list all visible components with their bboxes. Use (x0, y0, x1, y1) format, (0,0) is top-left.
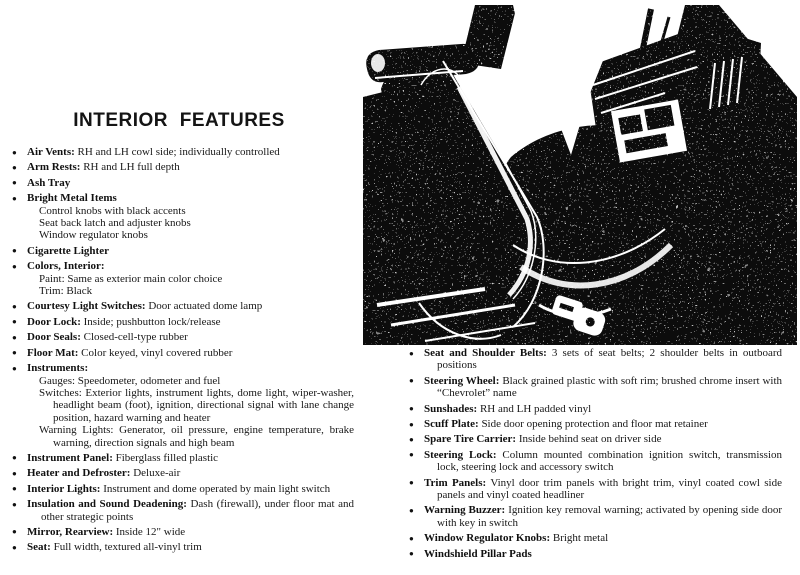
feature-item (404, 347, 782, 372)
feature-desc: Inside behind seat on driver side (518, 433, 662, 446)
page-title: INTERIOR FEATURES (73, 110, 285, 131)
feature-sub-line: Switches: Exterior lights, instrument lights, dome light, wiper-washer, headlight beam (foot), ignition, directional signal with lane change position, hazard warning and heater (39, 386, 354, 424)
feature-term: Bright Metal Items (27, 192, 117, 205)
features-column-right (404, 347, 782, 563)
feature-desc: RH and LH cowl side; individually controlled (77, 146, 280, 158)
feature-item (2, 347, 354, 359)
feature-item (2, 260, 354, 297)
bullet-icon: ● (12, 499, 17, 509)
feature-item (404, 449, 782, 474)
feature-desc: Full width, textured all-vinyl trim (53, 541, 202, 554)
bullet-icon: ● (409, 348, 414, 358)
feature-term: Window Regulator Knobs: (424, 532, 551, 545)
feature-item (2, 526, 354, 538)
bullet-icon: ● (12, 178, 17, 188)
bullet-icon: ● (409, 533, 414, 543)
feature-term: Heater and Defroster: (27, 467, 131, 480)
feature-sub-line: Paint: Same as exterior main color choice (39, 272, 223, 285)
feature-desc: Dash (firewall), under floor mat and other strategic points (41, 498, 354, 523)
bullet-icon: ● (12, 527, 17, 537)
bullet-icon: ● (12, 317, 17, 327)
bullet-icon: ● (409, 505, 414, 515)
feature-item (2, 146, 354, 158)
feature-item (2, 498, 354, 523)
feature-term: Arm Rests: (27, 161, 81, 174)
bullet-icon: ● (12, 301, 17, 311)
feature-item (2, 316, 354, 328)
feature-sub-line: Control knobs with black accents (39, 204, 186, 217)
feature-term: Mirror, Rearview: (27, 525, 114, 538)
feature-term: Seat: (27, 541, 51, 554)
feature-term: Seat and Shoulder Belts: (424, 347, 547, 359)
feature-sub-line: Trim: Black (39, 285, 93, 298)
feature-item (404, 477, 782, 502)
feature-term: Scuff Plate: (424, 418, 479, 431)
feature-sub-line: Gauges: Speedometer, odometer and fuel (39, 374, 221, 387)
feature-term: Ash Tray (27, 176, 71, 189)
feature-term: Door Lock: (27, 315, 81, 328)
feature-term: Instrument Panel: (27, 451, 113, 464)
feature-desc: Color keyed, vinyl covered rubber (81, 346, 233, 359)
feature-item (2, 177, 354, 189)
feature-term: Trim Panels: (424, 476, 487, 489)
feature-item (2, 161, 354, 173)
feature-sub-line: Seat back latch and adjuster knobs (39, 217, 191, 230)
feature-term: Courtesy Light Switches: (27, 300, 146, 313)
feature-term: Colors, Interior: (27, 260, 105, 273)
feature-term: Interior Lights: (27, 482, 101, 495)
feature-desc: 3 sets of seat belts; 2 shoulder belts in outboard positions (437, 347, 783, 372)
noise-texture-door (663, 65, 797, 225)
bullet-icon: ● (409, 478, 414, 488)
feature-item (2, 331, 354, 343)
feature-term: Windshield Pillar Pads (424, 547, 532, 560)
feature-term: Insulation and Sound Deadening: (27, 498, 187, 511)
feature-desc: Closed-cell-type rubber (83, 331, 188, 344)
feature-item (404, 418, 782, 430)
bullet-icon: ● (12, 453, 17, 463)
feature-sub-line: Window regulator knobs (39, 229, 148, 242)
feature-desc: Fiberglass filled plastic (115, 451, 219, 464)
feature-term: Sunshades: (424, 402, 478, 415)
feature-item (404, 403, 782, 415)
bullet-icon: ● (12, 332, 17, 342)
bullet-icon: ● (12, 162, 17, 172)
feature-term: Steering Wheel: (424, 374, 500, 387)
interior-photo-svg (363, 5, 797, 345)
feature-desc: Ignition key removal warning; activated by opening side door with key in switch (437, 504, 783, 529)
feature-desc: Column mounted combination ignition switch, transmission lock, steering lock and accessory switch (437, 448, 783, 474)
features-column-left (2, 146, 354, 557)
feature-item (404, 433, 782, 445)
feature-term: Floor Mat: (27, 346, 79, 359)
bullet-icon: ● (12, 147, 17, 157)
bullet-icon: ● (12, 484, 17, 494)
feature-term: Steering Lock: (424, 448, 497, 461)
feature-desc: Black grained plastic with soft rim; brushed chrome insert with “Chevrolet” name (437, 374, 782, 400)
bullet-icon: ● (409, 419, 414, 429)
bullet-icon: ● (12, 468, 17, 478)
feature-sub-line: Warning Lights: Generator, oil pressure, engine temperature, brake warning, direction signals and high beam (39, 424, 354, 449)
feature-desc: Bright metal (552, 532, 609, 545)
feature-desc: Side door opening protection and floor mat retainer (481, 418, 708, 431)
bullet-icon: ● (12, 542, 17, 552)
feature-term: Instruments: (27, 362, 89, 375)
feature-desc: Inside; pushbutton lock/release (83, 315, 221, 328)
features-list-right (404, 347, 782, 560)
interior-photo (363, 5, 797, 345)
feature-item (2, 483, 354, 495)
feature-item (2, 467, 354, 479)
bullet-icon: ● (12, 246, 17, 256)
bullet-icon: ● (409, 376, 414, 386)
feature-desc: Inside 12" wide (115, 525, 186, 538)
feature-item (404, 375, 782, 400)
feature-desc: Vinyl door trim panels with bright trim, vinyl coated cowl side panels and vinyl coated headliner (437, 476, 782, 502)
feature-item (404, 548, 782, 560)
feature-desc: RH and LH full depth (83, 161, 180, 174)
feature-item (2, 362, 354, 449)
feature-term: Door Seals: (27, 331, 81, 344)
bullet-icon: ● (409, 404, 414, 414)
feature-desc: Instrument and dome operated by main light switch (103, 482, 331, 495)
feature-item (2, 541, 354, 553)
feature-term: Warning Buzzer: (424, 504, 506, 517)
bullet-icon: ● (409, 434, 414, 444)
features-list-left (2, 146, 354, 554)
feature-item (2, 192, 354, 242)
bullet-icon: ● (409, 549, 414, 559)
feature-desc: Deluxe-air (133, 467, 181, 480)
feature-item (2, 452, 354, 464)
feature-term: Air Vents: (27, 146, 75, 158)
feature-item (404, 532, 782, 544)
bullet-icon: ● (12, 363, 17, 373)
feature-term: Cigarette Lighter (27, 244, 109, 257)
feature-term: Spare Tire Carrier: (424, 433, 517, 446)
bullet-icon: ● (12, 348, 17, 358)
bullet-icon: ● (12, 193, 17, 203)
feature-item (2, 245, 354, 257)
feature-item (2, 300, 354, 312)
bullet-icon: ● (409, 450, 414, 460)
feature-item (404, 504, 782, 529)
feature-desc: Door actuated dome lamp (148, 300, 263, 313)
bullet-icon: ● (12, 261, 17, 271)
feature-desc: RH and LH padded vinyl (479, 402, 592, 415)
